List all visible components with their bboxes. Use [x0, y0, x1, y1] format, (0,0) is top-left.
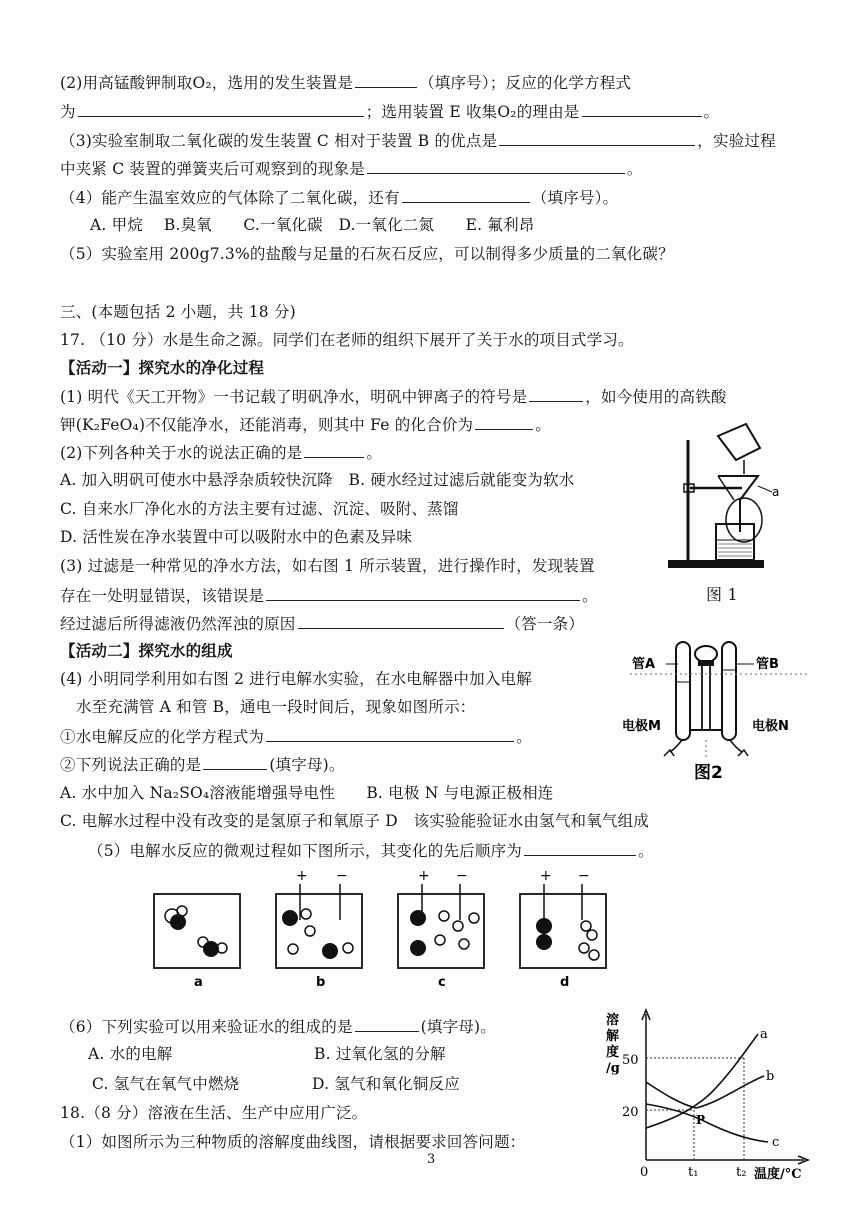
q17-line6-opt-d: D. 氢气和氧化铜反应 [312, 1075, 460, 1093]
minus-sign: − [336, 868, 348, 884]
answer-blank[interactable] [355, 72, 417, 88]
answer-blank[interactable] [529, 386, 583, 402]
micro-box-a [154, 894, 240, 968]
curve-b-label: b [766, 1069, 775, 1084]
answer-blank[interactable] [355, 1016, 419, 1032]
q16-line3: （3)实验室制取二氧化碳的发生装置 C 相对于装置 B 的优点是 ，实验过程 [60, 132, 776, 150]
answer-blank[interactable] [203, 754, 267, 770]
electrode-n-label: 电极N [752, 719, 789, 734]
q17-line2: (2)下列各种关于水的说法正确的是 。 [60, 444, 383, 462]
electrolysis-apparatus-figure [622, 630, 810, 783]
q17-line6-opt-c: C. 氢气在氧气中燃烧 [92, 1075, 240, 1093]
q16-line3b: 中夹紧 C 装置的弹簧夹后可观察到的现象是 。 [60, 160, 643, 178]
q17-option-d: D. 活性炭在净水装置中可以吸附水中的色素及异味 [60, 528, 413, 546]
answer-blank[interactable] [367, 158, 625, 174]
answer-blank[interactable] [304, 442, 364, 458]
curve-b [646, 1076, 764, 1108]
plus-sign: + [540, 868, 552, 884]
q17-line1: (1) 明代《天工开物》一书记载了明矾净水，明矾中钾离子的符号是 ，如今使用的高铁酸 [60, 388, 727, 406]
q17-line6: （6）下列实验可以用来验证水的组成的是 (填字母)。 [60, 1018, 496, 1036]
micro-label-b: b [316, 975, 326, 990]
q18-line1: （1）如图所示为三种物质的溶解度曲线图，请根据要求回答问题： [60, 1133, 526, 1151]
q17-line4c: ①水电解反应的化学方程式为 。 [60, 728, 532, 746]
tube-b-label: 管B [756, 657, 779, 672]
answer-blank[interactable] [298, 613, 504, 629]
q17-line5: （5）电解水反应的微观过程如下图所示，其变化的先后顺序为 。 [88, 842, 654, 860]
answer-blank[interactable] [78, 101, 364, 117]
q18-heading: 18.（8 分）溶液在生活、生产中应用广泛。 [60, 1104, 368, 1122]
electrode-m-label: 电极M [622, 719, 661, 734]
origin-label: 0 [640, 1165, 649, 1180]
micro-label-d: d [560, 975, 570, 990]
q17-line3c: 经过滤后所得滤液仍然浑浊的原因 （答一条） [60, 615, 585, 633]
q17-line4: (4) 小明同学利用如右图 2 进行电解水实验，在水电解器中加入电解 [60, 670, 532, 688]
y-axis-char-4: /g [606, 1061, 620, 1076]
q17-line4b: 水至充满管 A 和管 B，通电一段时间后，现象如图所示： [76, 698, 476, 716]
answer-blank[interactable] [266, 585, 580, 601]
q17-heading: 17. （10 分）水是生命之源。同学们在老师的组织下展开了关于水的项目式学习。 [60, 331, 634, 349]
answer-blank[interactable] [524, 840, 636, 856]
activity-one-title: 【活动一】探究水的净化过程 [60, 358, 265, 377]
answer-blank[interactable] [402, 187, 530, 203]
minus-sign: − [456, 868, 468, 884]
page-number: 3 [427, 1152, 436, 1167]
micro-process-figure [140, 866, 620, 992]
activity-two-title: 【活动二】探究水的组成 [60, 641, 233, 660]
q17-line4-opt-c: C. 电解水过程中没有改变的是氢原子和氧原子 D 该实验能验证水由氢气和氧气组成 [60, 812, 650, 830]
fig2-caption: 图2 [694, 763, 723, 783]
q16-line4: （4）能产生温室效应的气体除了二氧化碳，还有 （填序号）。 [60, 189, 619, 207]
y-axis-char-3: 度 [606, 1045, 620, 1060]
plus-sign: + [296, 868, 308, 884]
plus-sign: + [418, 868, 430, 884]
answer-blank[interactable] [499, 130, 695, 146]
solubility-curve-figure [600, 1004, 820, 1184]
micro-box-b [276, 894, 362, 968]
q17-option-a: A. 加入明矾可使水中悬浮杂质较快沉降 B. 硬水经过过滤后就能变为软水 [60, 471, 575, 489]
minus-sign: − [578, 868, 590, 884]
micro-label-a: a [194, 975, 203, 990]
q16-options: A. 甲烷 B.臭氧 C.一氧化碳 D.一氧化二氮 E. 氟利昂 [90, 216, 535, 234]
tick-20: 20 [622, 1105, 639, 1120]
micro-label-c: c [438, 975, 446, 990]
curve-c [646, 1104, 768, 1142]
q17-line1b: 钾(K₂FeO₄)不仅能净水，还能消毒，则其中 Fe 的化合价为 。 [60, 416, 551, 434]
q17-line4d: ②下列说法正确的是 (填字母)。 [60, 756, 345, 774]
answer-blank[interactable] [475, 414, 533, 430]
micro-box-d [520, 894, 606, 968]
curve-a-label: a [760, 1027, 768, 1042]
tick-t2: t₂ [736, 1165, 747, 1180]
micro-box-c [398, 894, 484, 968]
answer-blank[interactable] [266, 726, 514, 742]
q17-line4-opt-a: A. 水中加入 Na₂SO₄溶液能增强导电性 B. 电极 N 与电源正极相连 [60, 784, 554, 802]
q16-line2b: 为 ；选用装置 E 收集O₂的理由是 。 [60, 103, 720, 121]
fig1-label-a: a [772, 485, 780, 499]
point-p-label: P [696, 1113, 706, 1127]
q17-line6-opt-b: B. 过氧化氢的分解 [314, 1045, 446, 1063]
q16-line2: (2)用高锰酸钾制取O₂，选用的发生装置是 （填序号）；反应的化学方程式 [60, 74, 632, 92]
q17-option-c: C. 自来水厂净化水的方法主要有过滤、沉淀、吸附、蒸馏 [60, 500, 459, 518]
q17-line6-opt-a: A. 水的电解 [88, 1045, 173, 1063]
fig1-caption: 图 1 [706, 585, 738, 604]
y-axis-char-1: 溶 [606, 1013, 620, 1028]
q17-line3b: 存在一处明显错误，该错误是 。 [60, 587, 598, 605]
section-heading: 三、(本题包括 2 小题，共 18 分) [60, 303, 296, 321]
y-axis-char-2: 解 [606, 1029, 620, 1044]
x-axis-label: 温度/°C [754, 1167, 802, 1182]
tube-a-label: 管A [632, 657, 656, 672]
q17-line3: (3) 过滤是一种常见的净水方法，如右图 1 所示装置，进行操作时，发现装置 [60, 557, 595, 575]
tick-50: 50 [622, 1053, 639, 1068]
curve-c-label: c [772, 1135, 780, 1150]
q16-line5: （5）实验室用 200g7.3%的盐酸与足量的石灰石反应，可以制得多少质量的二氧化碳？ [60, 245, 674, 263]
filtration-apparatus-figure [660, 420, 780, 600]
answer-blank[interactable] [582, 101, 702, 117]
tick-t1: t₁ [688, 1165, 699, 1180]
